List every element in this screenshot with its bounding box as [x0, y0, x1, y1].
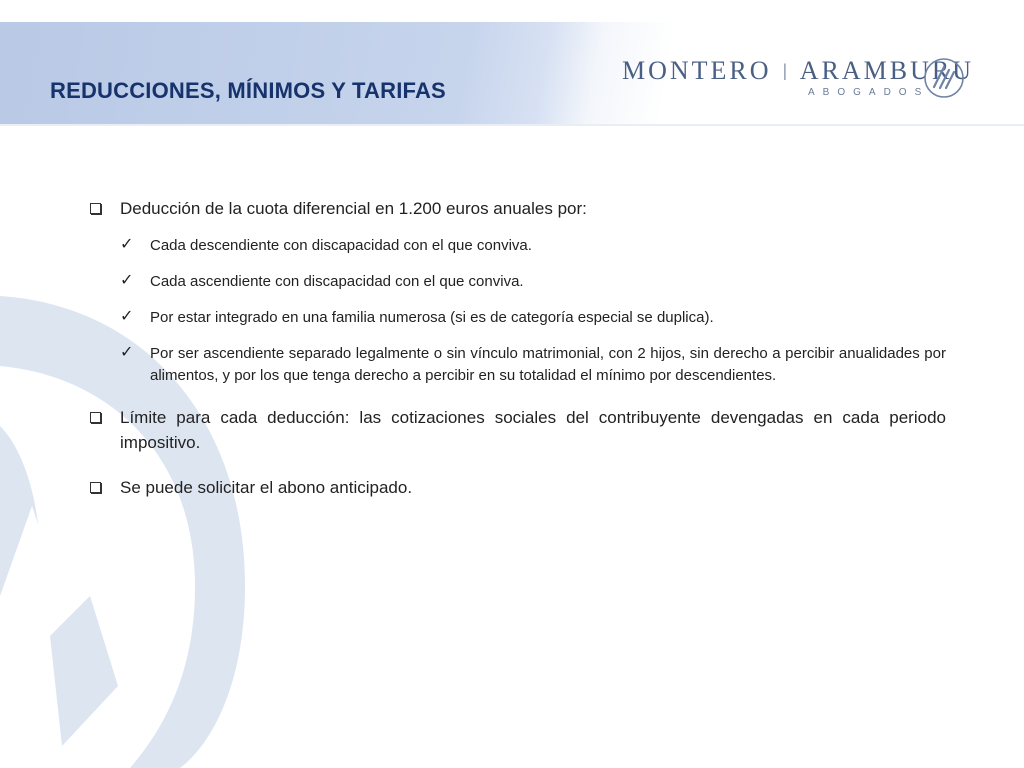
company-logo: [622, 56, 972, 106]
bullet-text: Límite para cada deducción: las cotizaciones sociales del contribuyente devengadas en cada periodo impositivo.: [120, 408, 946, 452]
sub-bullet-item: [120, 307, 946, 329]
sub-bullet-text: Por ser ascendiente separado legalmente o sin vínculo matrimonial, con 2 hijos, sin derecho a percibir anualidades por alimentos, y por los que tenga derecho a percibir en su totalidad el mínimo por descendientes.: [150, 345, 946, 384]
logo-separator: |: [783, 60, 790, 80]
checkmark-icon: ✓: [120, 236, 134, 253]
sub-bullet-text: Cada ascendiente con discapacidad con el que conviva.: [150, 273, 524, 290]
logo-mark-icon: [922, 56, 966, 100]
sub-bullet-item: [120, 235, 946, 257]
sub-bullet-text: Cada descendiente con discapacidad con el que conviva.: [150, 237, 532, 254]
sub-bullet-item: [120, 343, 946, 387]
square-bullet-icon: [90, 412, 101, 423]
bullet-text: Se puede solicitar el abono anticipado.: [120, 478, 413, 497]
checkmark-icon: ✓: [120, 308, 134, 325]
top-strip: [0, 0, 1024, 22]
checkmark-icon: ✓: [120, 344, 134, 361]
slide-content: [90, 196, 946, 500]
bullet-item: [90, 196, 946, 221]
sub-bullet-item: [120, 271, 946, 293]
square-bullet-icon: [90, 203, 101, 214]
logo-subtitle: ABOGADOS: [808, 87, 930, 98]
bullet-item: [90, 405, 946, 455]
sub-bullet-text: Por estar integrado en una familia numerosa (si es de categoría especial se duplica).: [150, 309, 714, 326]
bullet-text: Deducción de la cuota diferencial en 1.200 euros anuales por:: [120, 199, 587, 218]
bullet-item: [90, 475, 946, 500]
square-bullet-icon: [90, 482, 101, 493]
slide-title: REDUCCIONES, MÍNIMOS Y TARIFAS: [50, 78, 446, 103]
checkmark-icon: ✓: [120, 272, 134, 289]
logo-name-second: ARAMBURU: [799, 56, 974, 85]
logo-name-first: MONTERO: [622, 56, 772, 85]
